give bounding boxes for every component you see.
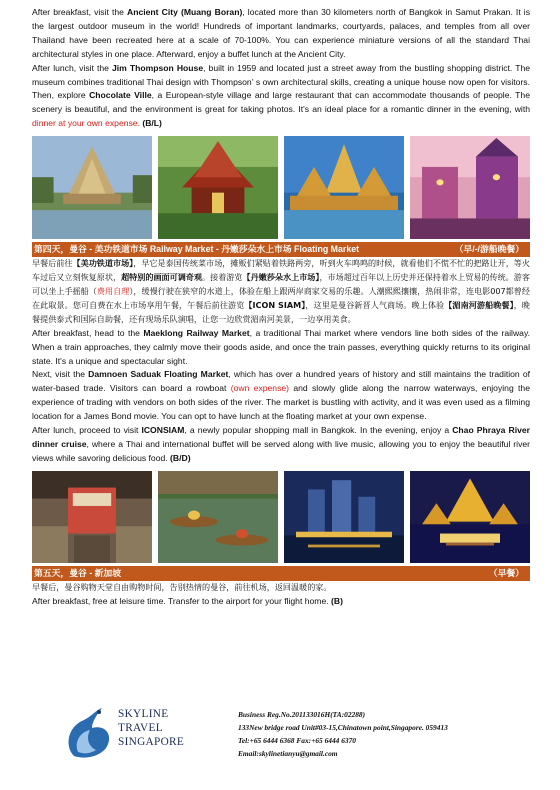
chocolate-ville-name: Chocolate Ville	[89, 90, 152, 101]
company-email: Email:skylinetianyu@gmail.com	[238, 749, 338, 758]
company-info	[238, 708, 448, 760]
day5-english-paragraph: After breakfast, free at leisure time. Transfer to the airport for your flight home. (B)	[32, 595, 343, 606]
thai-pavilion-photo	[158, 136, 278, 239]
chocolate-ville-photo	[410, 136, 530, 239]
railway-market-photo	[32, 471, 152, 563]
day3-meals: (B/L)	[139, 118, 162, 129]
jim-thompson-name: Jim Thompson House	[112, 62, 204, 73]
day5-meals: （早餐）	[488, 567, 524, 578]
day4-meals: （早/-/游船晚餐）	[454, 244, 524, 255]
business-reg: Business Reg.No.201133016H(TA:02288)	[238, 710, 366, 719]
day5-chinese-paragraph: 早餐后，曼谷购物天堂自由购物时间，告别热情的曼谷，前往机场，返回温暖的家。	[32, 581, 332, 592]
day3-photo-row	[32, 136, 530, 239]
company-footer	[62, 704, 502, 768]
logo-line-skyline: SKYLINE	[118, 708, 169, 720]
palace-photo	[284, 136, 404, 239]
day4-chinese-paragraph: 早餐后前往【美功铁道市场】，早它是泰国传统菜市场，摊贩们紧贴着铁路两旁，听到火车鸣鸣的时候，就看他们不慌不忙的把路让开，等火车过后又立刻恢复原状，超特别的画面可调奇观。接着游览【丹嫩莎朵水上市场】，市场超过百年以上历史并还保持着水上贸易的传统。游客可以坐上手摇船（费用自理），缓慢行驶在狭窄的水道上，体验在船上跟两岸商家交易的乐趣。人潮熙熙攘攘，热闹非常，连电影007都曾经在此取景。您可自费在水上市场享用午餐，午餐后前往游览【ICON SIAM】，这里是曼谷新晋人气商场。晚上体验【湄南河游船晚餐】，晚餐提供泰式和国际自助餐，还有现场乐队演唱，让您一边欣赏湄南河美景，一边享用美食。	[32, 258, 530, 324]
ancient-city-name: Ancient City (Muang Boran)	[127, 7, 243, 17]
day4-title: 第四天，曼谷 - 美功铁道市场 Railway Market - 丹嫩莎朵水上市场 Floating Market	[34, 244, 360, 255]
day4-photo-row	[32, 471, 530, 563]
floating-market-photo	[158, 471, 278, 563]
company-phone: Tel:+65 6444 6368 Fax:+65 6444 6370	[238, 736, 356, 745]
skyline-travel-logo	[62, 704, 212, 764]
itinerary-page	[32, 6, 530, 609]
day5-title: 第五天，曼谷 - 新加坡	[34, 567, 121, 578]
company-address: 133New bridge road Unit#03-15,Chinatown point,Singapore. 059413	[238, 723, 448, 732]
iconsiam-photo	[284, 471, 404, 563]
day4-paragraph-iconsiam: After lunch, proceed to visit ICONSIAM, a newly popular shopping mall in Bangkok. In the evening, enjoy a Chao Phraya River dinner cruise, where a Thai and international buffet will be served along with live music, allowing you to enjoy the beautiful river views while savoring delicious food. (B/D)	[32, 425, 531, 463]
ancient-city-photo	[32, 136, 152, 239]
logo-line-singapore: SINGAPORE	[118, 736, 185, 748]
day4-paragraph-railway-market: After breakfast, head to the Maeklong Railway Market, a traditional Thai market where vendors line both sides of the railway. When a train approaches, they calmly move their goods aside, and once the train passes, everything quickly returns to its original state. It's a unique and spectacular sight.	[32, 327, 530, 366]
day3-paragraph-jim-thompson: After lunch, visit the Jim Thompson House, built in 1959 and located just a street away from the bustling shopping district. The museum combines traditional Thai design with Thompson’ s own architectural skills, creating a unique house now open for visitors. Then, explore Chocolate Ville, a European-style village and large restaurant that can accommodate thousands of people. The scenery is beautiful, and the environment is great for taking photos. It's an ideal place for a romantic dinner in the evening, with dinner at your own expense. (B/L)	[32, 62, 531, 129]
day3-paragraph-ancient-city: After breakfast, visit the Ancient City (Muang Boran), located more than 30 kilometers north of Bangkok in Samut Prakan. It is the largest outdoor museum in the world! Hundreds of important landmarks, courtyards, palaces, and temples from all over Thailand have been recreated here at a scale of 70-100%. You can experience miniature versions of all the standard Thai architectural styles in one place. Afterward, enjoy a buffet lunch at the Ancient City.	[32, 7, 531, 59]
swan-logo-icon	[62, 706, 116, 762]
river-cruise-photo	[410, 471, 530, 563]
day4-paragraph-floating-market: Next, visit the Damnoen Saduak Floating Market, which has over a hundred years of history and still maintains the tradition of water-based trade. Visitors can board a rowboat (own expense) and slowly glide along the narrow waterways, enjoying the experience of trading with vendors on both sides of the river. The market is bustling with activity, and it was even used as a filming location for a James Bond movie. You can opt to have lunch at the floating market at your own expense.	[32, 369, 530, 422]
day5-header	[32, 566, 530, 581]
logo-line-travel: TRAVEL	[118, 722, 163, 734]
day4-header	[32, 242, 530, 257]
own-expense-dinner: dinner at your own expense.	[32, 118, 140, 129]
